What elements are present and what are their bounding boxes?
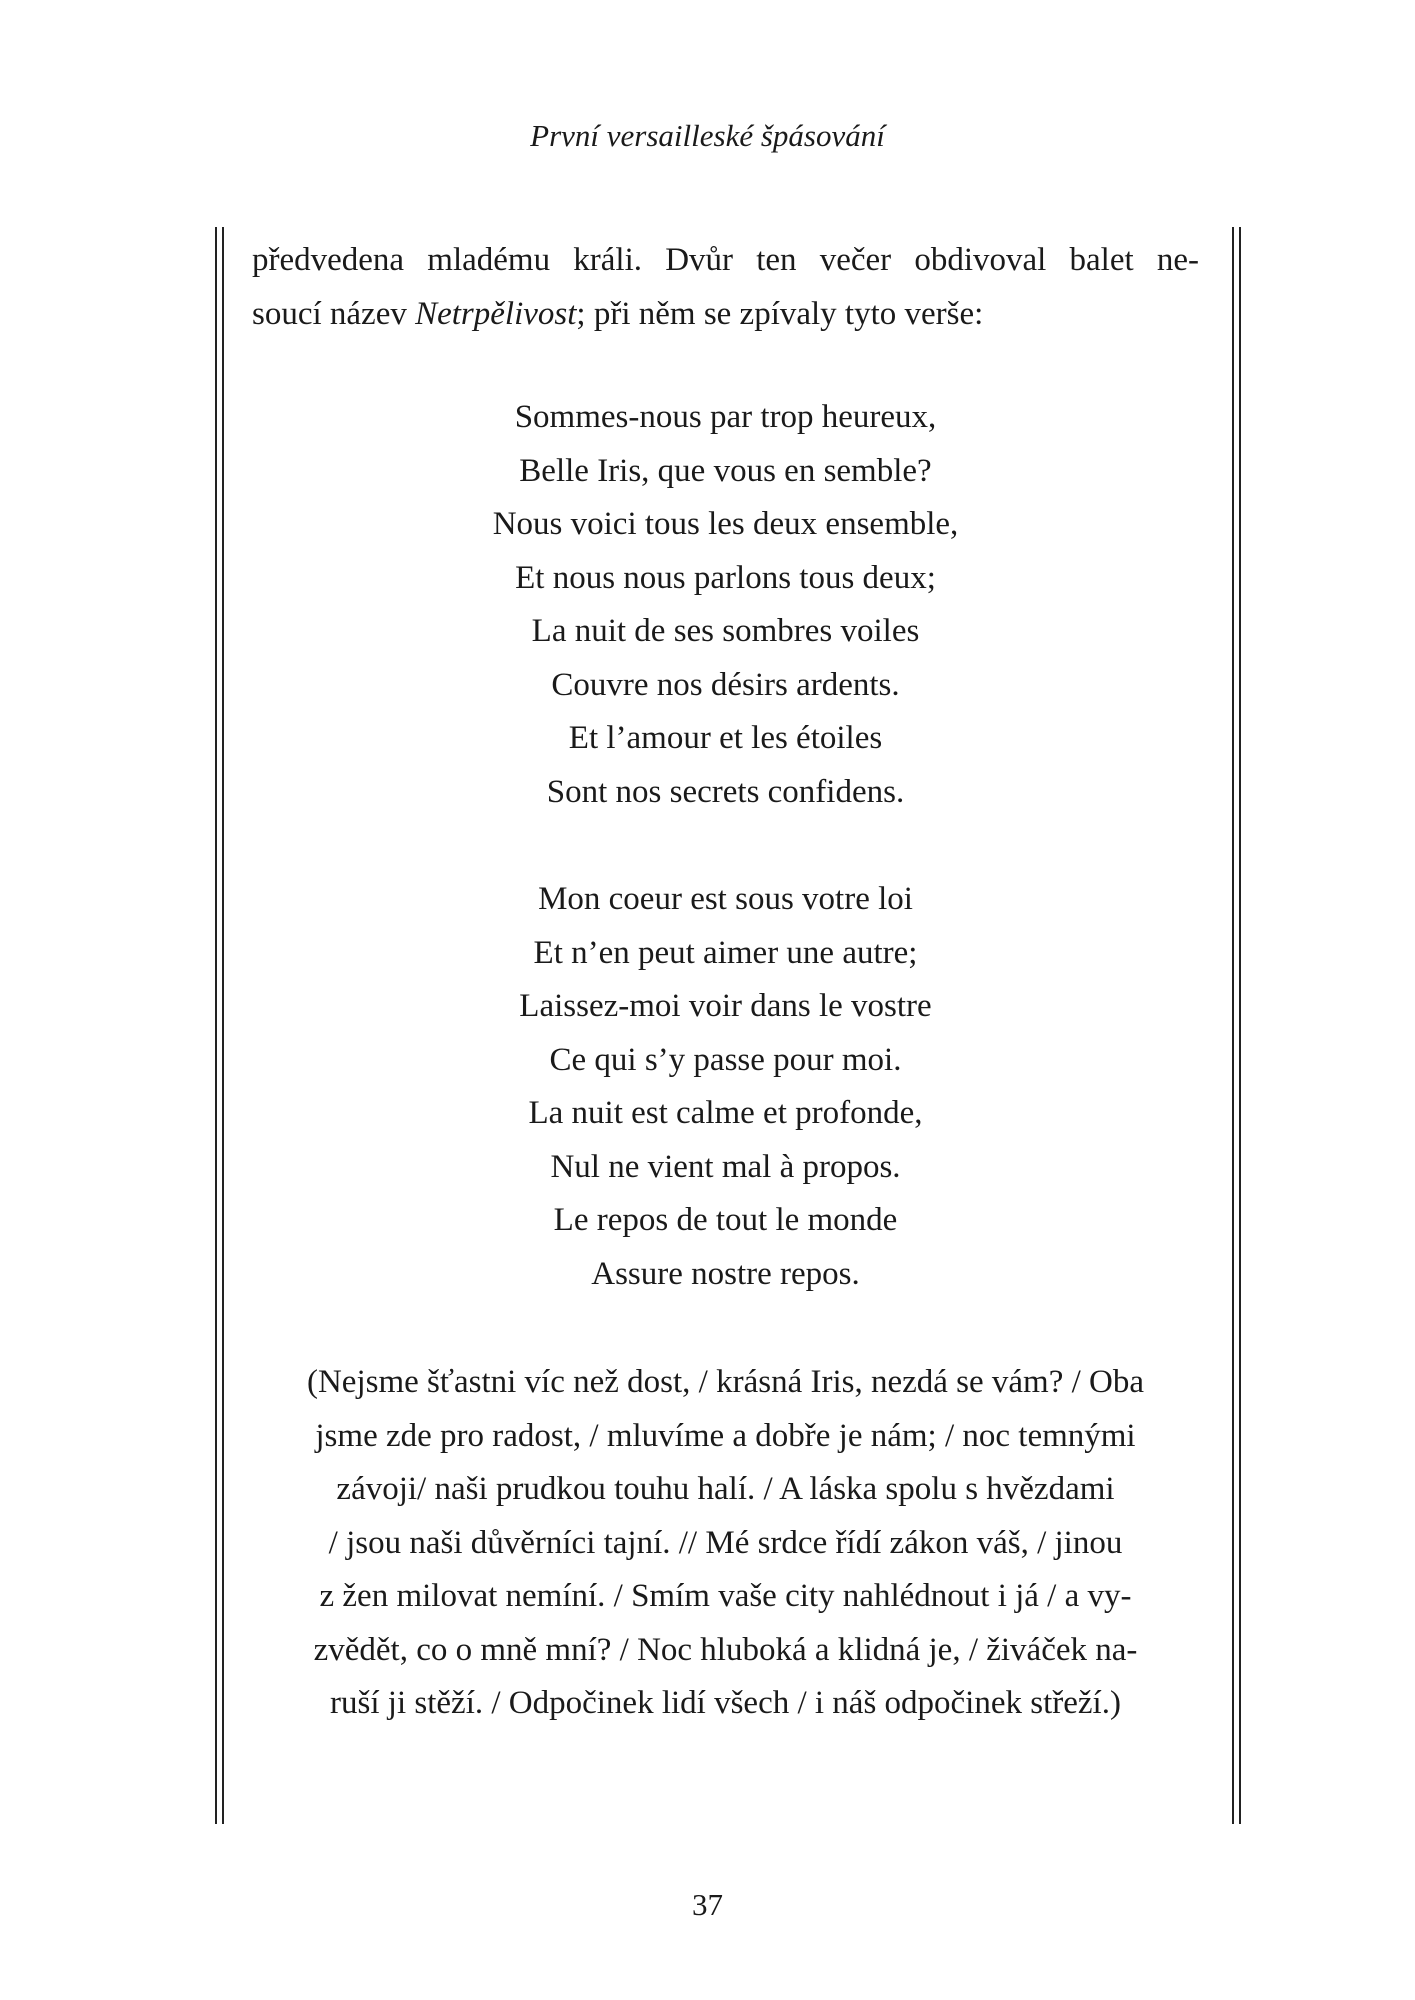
page-number: 37 [692, 1887, 723, 1922]
verse-line: Ce qui s’y passe pour moi. [549, 1041, 902, 1078]
verse-line: Sont nos secrets confidens. [546, 773, 905, 810]
verse-line: Et n’en peut aimer une autre; [533, 934, 918, 971]
verse-line: La nuit de ses sombres voiles [531, 613, 920, 649]
translation-line: závoji/ naši prudkou touhu halí. / A láska spolu s hvězdami [336, 1471, 1115, 1507]
translation-line: z žen milovat nemíní. / Smím vaše city nahlédnout i já / a vy- [319, 1578, 1132, 1614]
ballet-title: Netrpělivost [415, 295, 577, 332]
translation-line: (Nejsme šťastni víc než dost, / krásná Iris, nezdá se vám? / Oba [306, 1364, 1144, 1400]
translation-line: zvědět, co o mně mní? / Noc hluboká a klidná je, / živáček na- [313, 1631, 1138, 1668]
translation-line: jsme zde pro radost, / mluvíme a dobře je nám; / noc temnými [315, 1417, 1136, 1454]
verse-line: Le repos de tout le monde [553, 1202, 898, 1238]
translation-line: / jsou naši důvěrníci tajní. // Mé srdce řídí zákon váš, / jinou [328, 1524, 1123, 1561]
intro-line [252, 288, 1199, 342]
verse-line: Laissez-moi voir dans le vostre [519, 988, 932, 1024]
verse-line: Nul ne vient mal à propos. [550, 1148, 901, 1185]
running-header: První versailleské špásování [530, 118, 885, 153]
verse-line: Assure nostre repos. [591, 1255, 860, 1292]
intro-paragraph [252, 234, 1199, 341]
verse-line: Sommes-nous par trop heureux, [514, 399, 937, 435]
verse-line: Et nous nous parlons tous deux; [515, 559, 936, 596]
intro-text: soucí název [252, 295, 416, 332]
translation-paragraph [252, 1356, 1199, 1731]
verse-line: Nous voici tous les deux ensemble, [492, 506, 959, 542]
verse-line: Mon coeur est sous votre loi [538, 881, 913, 917]
poem-stanza-1 [252, 391, 1199, 819]
verse-line: La nuit est calme et profonde, [528, 1095, 923, 1131]
intro-text: ; při něm se zpívaly tyto verše: [576, 295, 984, 332]
translation-line: ruší ji stěží. / Odpočinek lidí všech / i náš odpočinek střeží.) [330, 1685, 1121, 1721]
intro-line: předvedena mladému králi. Dvůr ten večer obdivoval balet ne- [252, 242, 1199, 278]
verse-line: Et l’amour et les étoiles [568, 720, 883, 756]
verse-line: Belle Iris, que vous en semble? [519, 452, 932, 489]
right-double-rule [1232, 227, 1241, 1824]
left-double-rule [215, 227, 224, 1824]
verse-line: Couvre nos désirs ardents. [551, 666, 900, 703]
poem-stanza-2 [252, 873, 1199, 1301]
